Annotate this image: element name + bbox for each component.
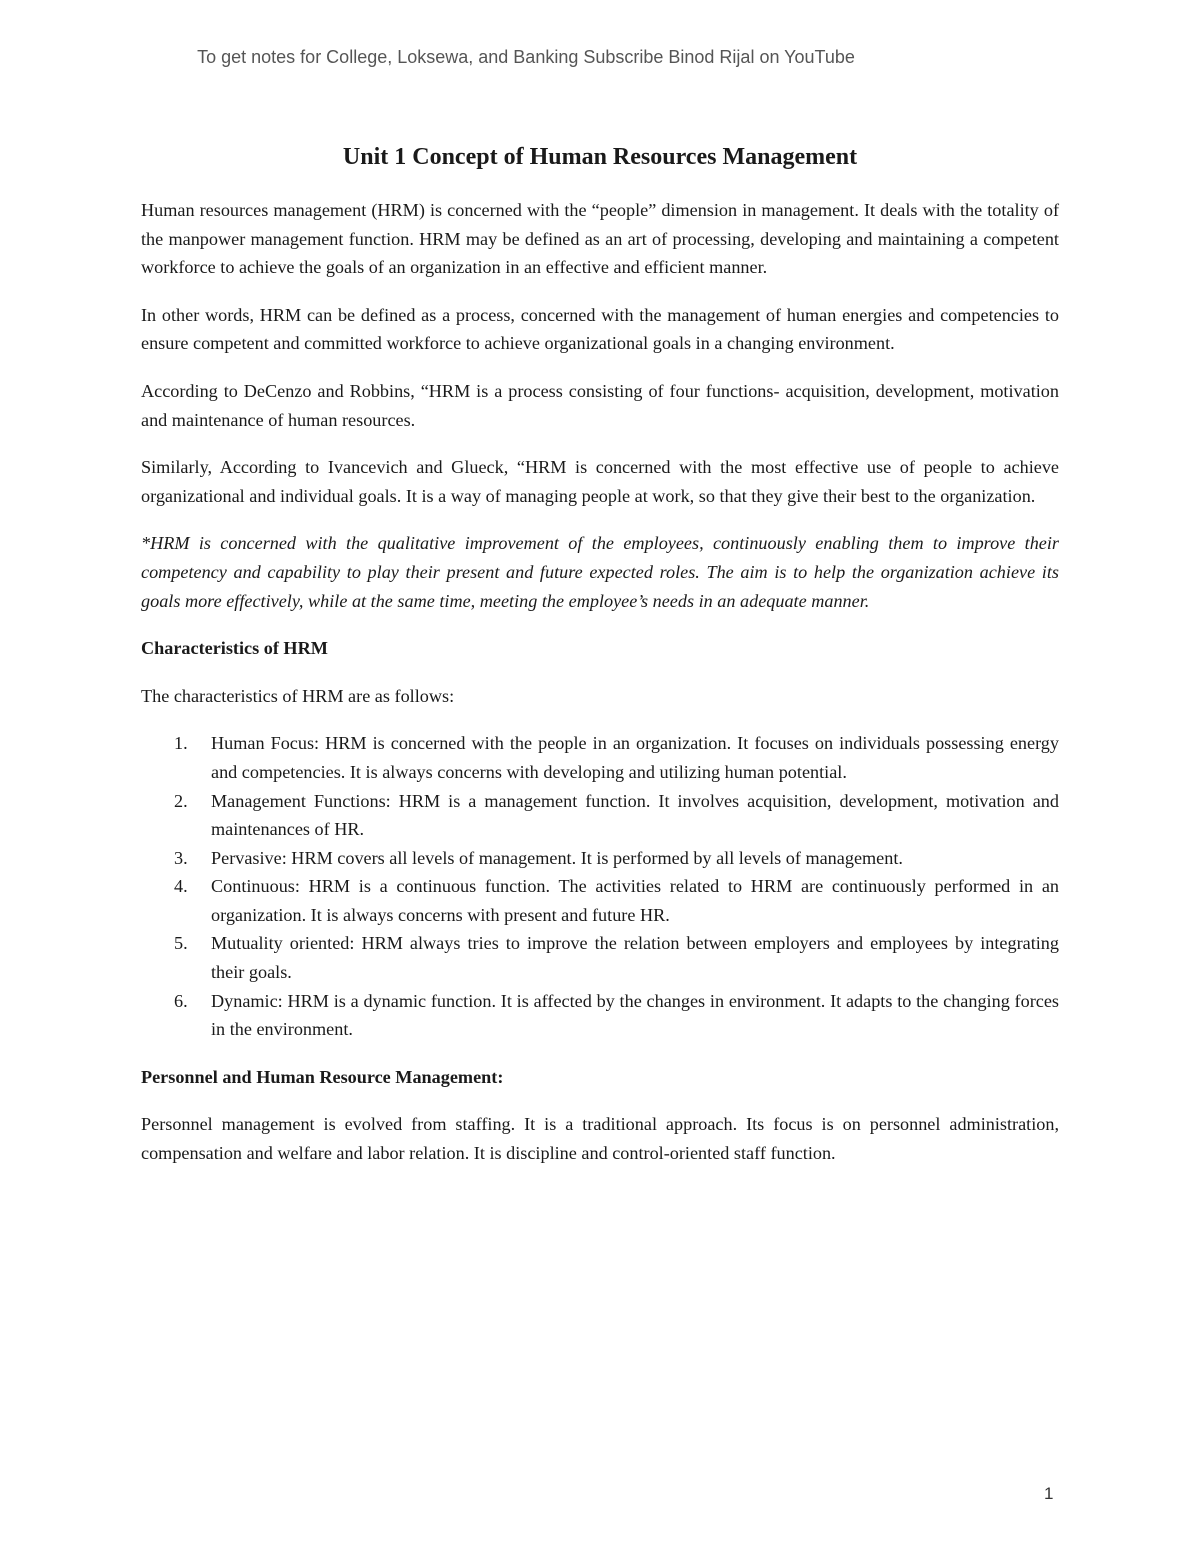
list-item (174, 987, 1059, 1044)
list-item-text: Human Focus: HRM is concerned with the people in an organization. It focuses on individuals possessing energy and competencies. It is always concerns with developing and utilizing human potential. (211, 733, 1059, 782)
list-item-number: 3. (174, 847, 188, 868)
paragraph-personnel: Personnel management is evolved from staffing. It is a traditional approach. Its focus is on personnel administration, compensation and welfare and labor relation. It is discipline and control-oriented staff function. (141, 1114, 1059, 1164)
list-item (174, 872, 1059, 929)
section-heading-personnel: Personnel and Human Resource Management: (141, 1066, 504, 1087)
page-number: 1 (1044, 1484, 1054, 1503)
list-item-text: Mutuality oriented: HRM always tries to improve the relation between employers and employees by integrating their goals. (211, 933, 1059, 983)
paragraph-definition: Human resources management (HRM) is concerned with the “people” dimension in management. It deals with the totality of the manpower management function. HRM may be defined as an art of processing, developing and maintaining a competent workforce to achieve the goals of an organization in an effective and efficient manner. (141, 200, 1059, 278)
list-item (174, 787, 1059, 844)
list-item-number: 5. (174, 933, 188, 954)
list-item (174, 844, 1059, 873)
list-item-number: 6. (174, 990, 188, 1011)
paragraph-other-words: In other words, HRM can be defined as a process, concerned with the management of human energies and competencies to ensure competent and committed workforce to achieve organizational goals in a changing environment. (141, 304, 1059, 354)
characteristics-intro: The characteristics of HRM are as follows: (141, 685, 455, 706)
list-item-text: Continuous: HRM is a continuous function. The activities related to HRM are continuously performed in an organization. It is always concerns with present and future HR. (211, 876, 1059, 925)
paragraph-decenzo-robbins: According to DeCenzo and Robbins, “HRM is a process consisting of four functions- acquisition, development, motivation and maintenance of human resources. (141, 380, 1059, 430)
list-item (174, 729, 1059, 786)
list-item-text: Pervasive: HRM covers all levels of management. It is performed by all levels of management. (211, 847, 903, 868)
document-body (141, 140, 1059, 1187)
header-note: To get notes for College, Loksewa, and Banking Subscribe Binod Rijal on YouTube (197, 47, 855, 67)
characteristics-list (141, 729, 1059, 1044)
paragraph-italic-note: *HRM is concerned with the qualitative improvement of the employees, continuously enabling them to improve their competency and capability to play their present and future expected roles. The aim is to help the organization achieve its goals more effectively, while at the same time, meeting the employee’s needs in an adequate manner. (141, 533, 1059, 611)
list-item-number: 2. (174, 790, 188, 811)
list-item-text: Dynamic: HRM is a dynamic function. It is affected by the changes in environment. It adapts to the changing forces in the environment. (211, 990, 1059, 1040)
paragraph-ivancevich-glueck: Similarly, According to Ivancevich and Glueck, “HRM is concerned with the most effective use of people to achieve organizational and individual goals. It is a way of managing people at work, so that they give their best to the organization. (141, 457, 1059, 506)
list-item-text: Management Functions: HRM is a management function. It involves acquisition, development, motivation and maintenances of HR. (211, 790, 1059, 840)
section-heading-characteristics: Characteristics of HRM (141, 638, 328, 659)
list-item-number: 1. (174, 733, 188, 754)
list-item-number: 4. (174, 876, 188, 897)
page-title: Unit 1 Concept of Human Resources Management (342, 144, 858, 170)
list-item (174, 929, 1059, 986)
